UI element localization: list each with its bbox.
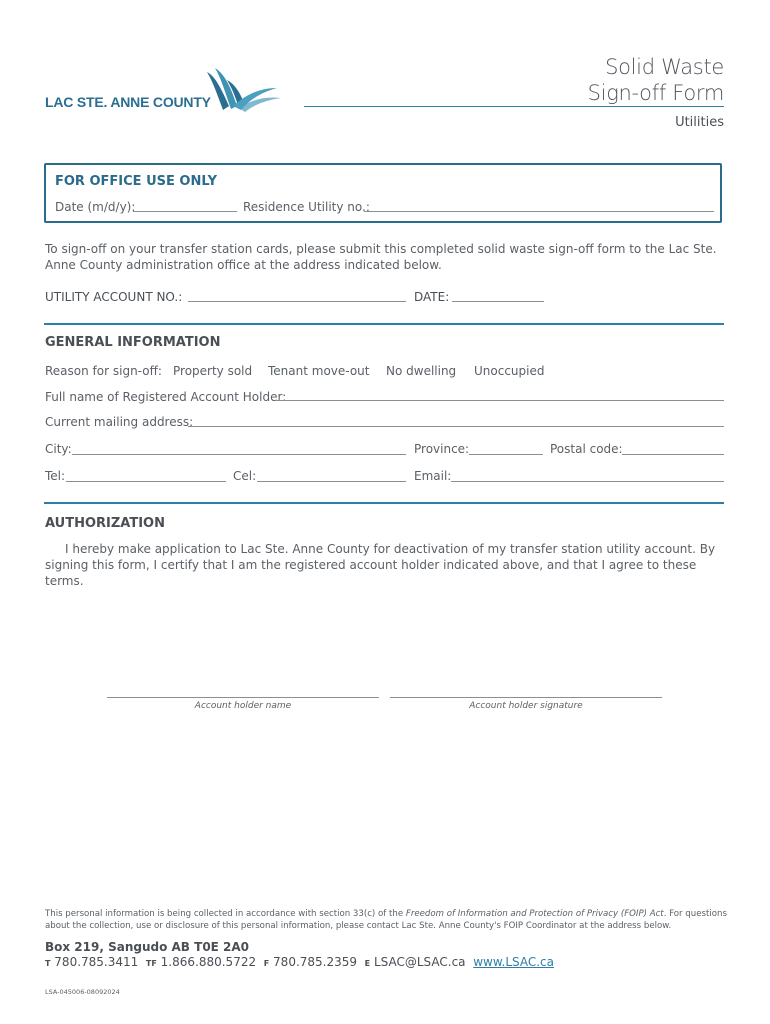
toll-free-number: 1.866.880.5722: [160, 955, 257, 969]
account-holder-signature-field[interactable]: [390, 697, 662, 698]
fax-label: F: [263, 959, 270, 968]
privacy-notice-contact: . For questions about the collection, use or disclosure of this personal information, please contact Lac Ste. Anne County's FOIP Coordinator at the address below.: [45, 909, 727, 931]
privacy-notice-intro: This personal information is being collected in accordance with section 33(c) of the: [45, 909, 406, 919]
form-subtitle: Utilities: [675, 115, 724, 130]
utility-account-label: UTILITY ACCOUNT NO.:: [45, 290, 183, 304]
office-date-label: Date (m/d/y):: [55, 200, 136, 214]
tel-field[interactable]: [66, 481, 226, 482]
account-date-label: DATE:: [414, 290, 450, 304]
org-name: LAC STE. ANNE COUNTY: [45, 94, 211, 110]
authorization-section-divider: [44, 502, 724, 504]
toll-free-label: TF: [145, 959, 157, 968]
email-contact[interactable]: LSAC@LSAC.ca: [373, 955, 466, 969]
postal-code-field[interactable]: [622, 454, 724, 455]
utility-account-field[interactable]: [188, 301, 406, 302]
tel-label: Tel:: [45, 469, 66, 483]
account-holder-name-field[interactable]: [107, 697, 379, 698]
general-section-title: GENERAL INFORMATION: [45, 335, 221, 350]
residence-utility-label: Residence Utility no.:: [243, 200, 370, 214]
email-field[interactable]: [451, 481, 724, 482]
office-use-box: [44, 163, 722, 223]
office-use-title: FOR OFFICE USE ONLY: [55, 174, 217, 189]
title-divider: [304, 106, 724, 107]
form-title-line1: Solid Waste: [605, 55, 724, 79]
mailing-address-label: Current mailing address:: [45, 415, 194, 429]
privacy-notice: [45, 908, 727, 932]
residence-utility-field[interactable]: [364, 211, 714, 212]
full-name-field[interactable]: [275, 400, 724, 401]
account-holder-signature-label: Account holder signature: [469, 701, 583, 711]
account-date-field[interactable]: [452, 301, 544, 302]
phone-label: T: [45, 959, 51, 968]
office-date-field[interactable]: [133, 211, 237, 212]
form-title-line2: Sign-off Form: [587, 81, 724, 105]
cel-label: Cel:: [233, 469, 257, 483]
website-link[interactable]: www.LSAC.ca: [473, 955, 555, 969]
general-section-divider: [44, 323, 724, 325]
province-field[interactable]: [469, 454, 543, 455]
fax-number: 780.785.2359: [273, 955, 358, 969]
reason-option-tenant-move-out[interactable]: Tenant move-out: [268, 364, 370, 378]
county-logo-icon: [205, 66, 283, 114]
reason-option-unoccupied[interactable]: Unoccupied: [474, 364, 545, 378]
reason-option-no-dwelling[interactable]: No dwelling: [386, 364, 457, 378]
email-contact-label: E: [364, 959, 371, 968]
foip-act-name: Freedom of Information and Protection of Privacy (FOIP) Act: [405, 909, 664, 919]
form-code: LSA-045006-08092024: [45, 988, 120, 996]
form-title: [588, 54, 724, 106]
postal-code-label: Postal code:: [550, 442, 623, 456]
mailing-address-field[interactable]: [188, 426, 724, 427]
intro-text: To sign-off on your transfer station cards, please submit this completed solid waste sign-off form to the Lac Ste. Anne County administration office at the address indicated below.: [45, 242, 717, 272]
phone-number: 780.785.3411: [54, 955, 139, 969]
full-name-label: Full name of Registered Account Holder:: [45, 390, 287, 404]
footer-contacts: [45, 955, 554, 969]
footer-address: Box 219, Sangudo AB T0E 2A0: [45, 940, 250, 954]
account-holder-name-label: Account holder name: [194, 701, 292, 711]
reason-option-property-sold[interactable]: Property sold: [173, 364, 253, 378]
email-label: Email:: [414, 469, 452, 483]
cel-field[interactable]: [257, 481, 406, 482]
province-label: Province:: [414, 442, 470, 456]
city-label: City:: [45, 442, 72, 456]
city-field[interactable]: [72, 454, 406, 455]
authorization-section-title: AUTHORIZATION: [45, 516, 165, 531]
reason-label: Reason for sign-off:: [45, 364, 162, 378]
authorization-text: I hereby make application to Lac Ste. Anne County for deactivation of my transfer station utility account. By signing this form, I certify that I am the registered account holder indicated above, and that I agree to these terms.: [45, 542, 716, 588]
